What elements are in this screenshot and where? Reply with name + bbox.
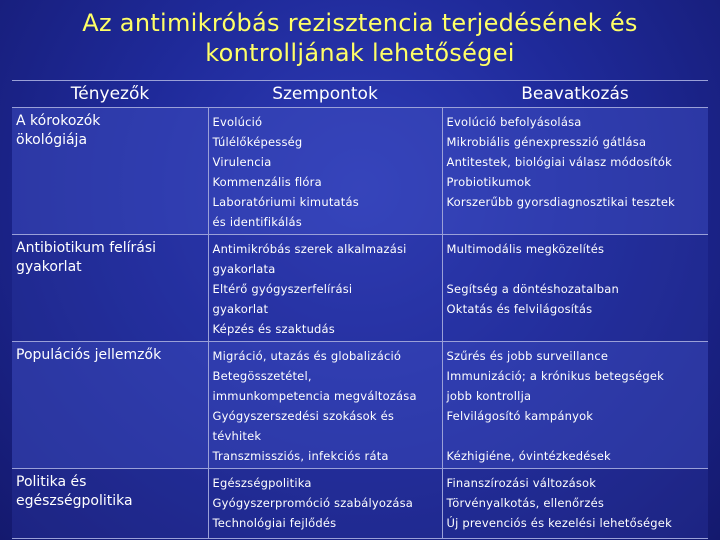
intervention-item: jobb kontrollja bbox=[446, 389, 532, 403]
factor-line: Antibiotikum felírási bbox=[16, 240, 157, 256]
header-factors: Tényezők bbox=[12, 81, 208, 108]
intervention-item: Antitestek, biológiai válasz módosítók bbox=[446, 155, 672, 169]
aspect-item: Laboratóriumi kimutatás bbox=[212, 195, 359, 209]
intervention-item: Kézhigiéne, óvintézkedések bbox=[446, 449, 611, 463]
aspects-cell bbox=[208, 108, 442, 235]
title-line-2: kontrolljának lehetőségei bbox=[205, 39, 515, 67]
aspect-item: tévhitek bbox=[212, 429, 262, 443]
aspect-item: és identifikálás bbox=[212, 215, 302, 229]
factor-cell bbox=[12, 108, 208, 235]
intervention-item: Probiotikumok bbox=[446, 175, 532, 189]
interventions-cell bbox=[442, 469, 708, 539]
aspect-item: Kommenzális flóra bbox=[212, 175, 322, 189]
aspect-item: Antimikróbás szerek alkalmazási bbox=[212, 242, 407, 256]
title-line-1: Az antimikróbás rezisztencia terjedésének és bbox=[82, 9, 638, 37]
intervention-item: Új prevenciós és kezelési lehetőségek bbox=[446, 516, 672, 530]
interventions-cell bbox=[442, 108, 708, 235]
intervention-item: Szűrés és jobb surveillance bbox=[446, 349, 609, 363]
intervention-item: Törvényalkotás, ellenőrzés bbox=[446, 496, 605, 510]
table-row bbox=[12, 342, 708, 469]
factor-cell bbox=[12, 342, 208, 469]
intervention-item: Evolúció befolyásolása bbox=[446, 115, 582, 129]
aspect-item: gyakorlat bbox=[212, 302, 269, 316]
factor-cell bbox=[12, 469, 208, 539]
factor-line: ökológiája bbox=[16, 132, 88, 148]
table-row bbox=[12, 235, 708, 342]
aspect-item: Gyógyszerpromóció szabályozása bbox=[212, 496, 414, 510]
aspect-item: Migráció, utazás és globalizáció bbox=[212, 349, 402, 363]
aspects-cell bbox=[208, 342, 442, 469]
aspect-item: Evolúció bbox=[212, 115, 263, 129]
aspects-cell bbox=[208, 469, 442, 539]
intervention-item: Oktatás és felvilágosítás bbox=[446, 302, 593, 316]
interventions-cell bbox=[442, 235, 708, 342]
aspect-item: Gyógyszerszedési szokások és bbox=[212, 409, 395, 423]
intervention-item: Segítség a döntéshozatalban bbox=[446, 282, 619, 296]
page-title bbox=[0, 8, 720, 68]
aspect-item: Virulencia bbox=[212, 155, 272, 169]
aspect-item: immunkompetencia megváltozása bbox=[212, 389, 417, 403]
blank-line bbox=[447, 426, 705, 446]
factor-line: Politika és bbox=[16, 474, 87, 490]
table-row bbox=[12, 108, 708, 235]
aspects-cell bbox=[208, 235, 442, 342]
aspect-item: Transzmissziós, infekciós ráta bbox=[212, 449, 389, 463]
aspect-item: Egészségpolitika bbox=[212, 476, 312, 490]
header-interventions: Beavatkozás bbox=[442, 81, 708, 108]
intervention-item: Immunizáció; a krónikus betegségek bbox=[446, 369, 664, 383]
aspect-item: Eltérő gyógyszerfelírási bbox=[212, 282, 353, 296]
factor-line: egészségpolitika bbox=[16, 493, 133, 509]
header-aspects: Szempontok bbox=[208, 81, 442, 108]
intervention-item: Finanszírozási változások bbox=[446, 476, 597, 490]
factor-line: Populációs jellemzők bbox=[16, 347, 162, 363]
aspect-item: Túlélőképesség bbox=[212, 135, 303, 149]
aspect-item: gyakorlata bbox=[212, 262, 276, 276]
intervention-item: Mikrobiális génexpresszió gátlása bbox=[446, 135, 647, 149]
table-header-row bbox=[12, 81, 708, 108]
resistance-table bbox=[12, 80, 708, 539]
aspect-item: Technológiai fejlődés bbox=[212, 516, 337, 530]
aspect-item: Képzés és szaktudás bbox=[212, 322, 335, 336]
intervention-item: Korszerűbb gyorsdiagnosztikai tesztek bbox=[446, 195, 675, 209]
intervention-item: Multimodális megközelítés bbox=[446, 242, 605, 256]
factor-line: gyakorlat bbox=[16, 259, 82, 275]
factor-cell bbox=[12, 235, 208, 342]
factor-line: A kórokozók bbox=[16, 113, 101, 129]
table-row bbox=[12, 469, 708, 539]
interventions-cell bbox=[442, 342, 708, 469]
blank-line bbox=[447, 259, 705, 279]
intervention-item: Felvilágosító kampányok bbox=[446, 409, 594, 423]
aspect-item: Betegösszetétel, bbox=[212, 369, 312, 383]
